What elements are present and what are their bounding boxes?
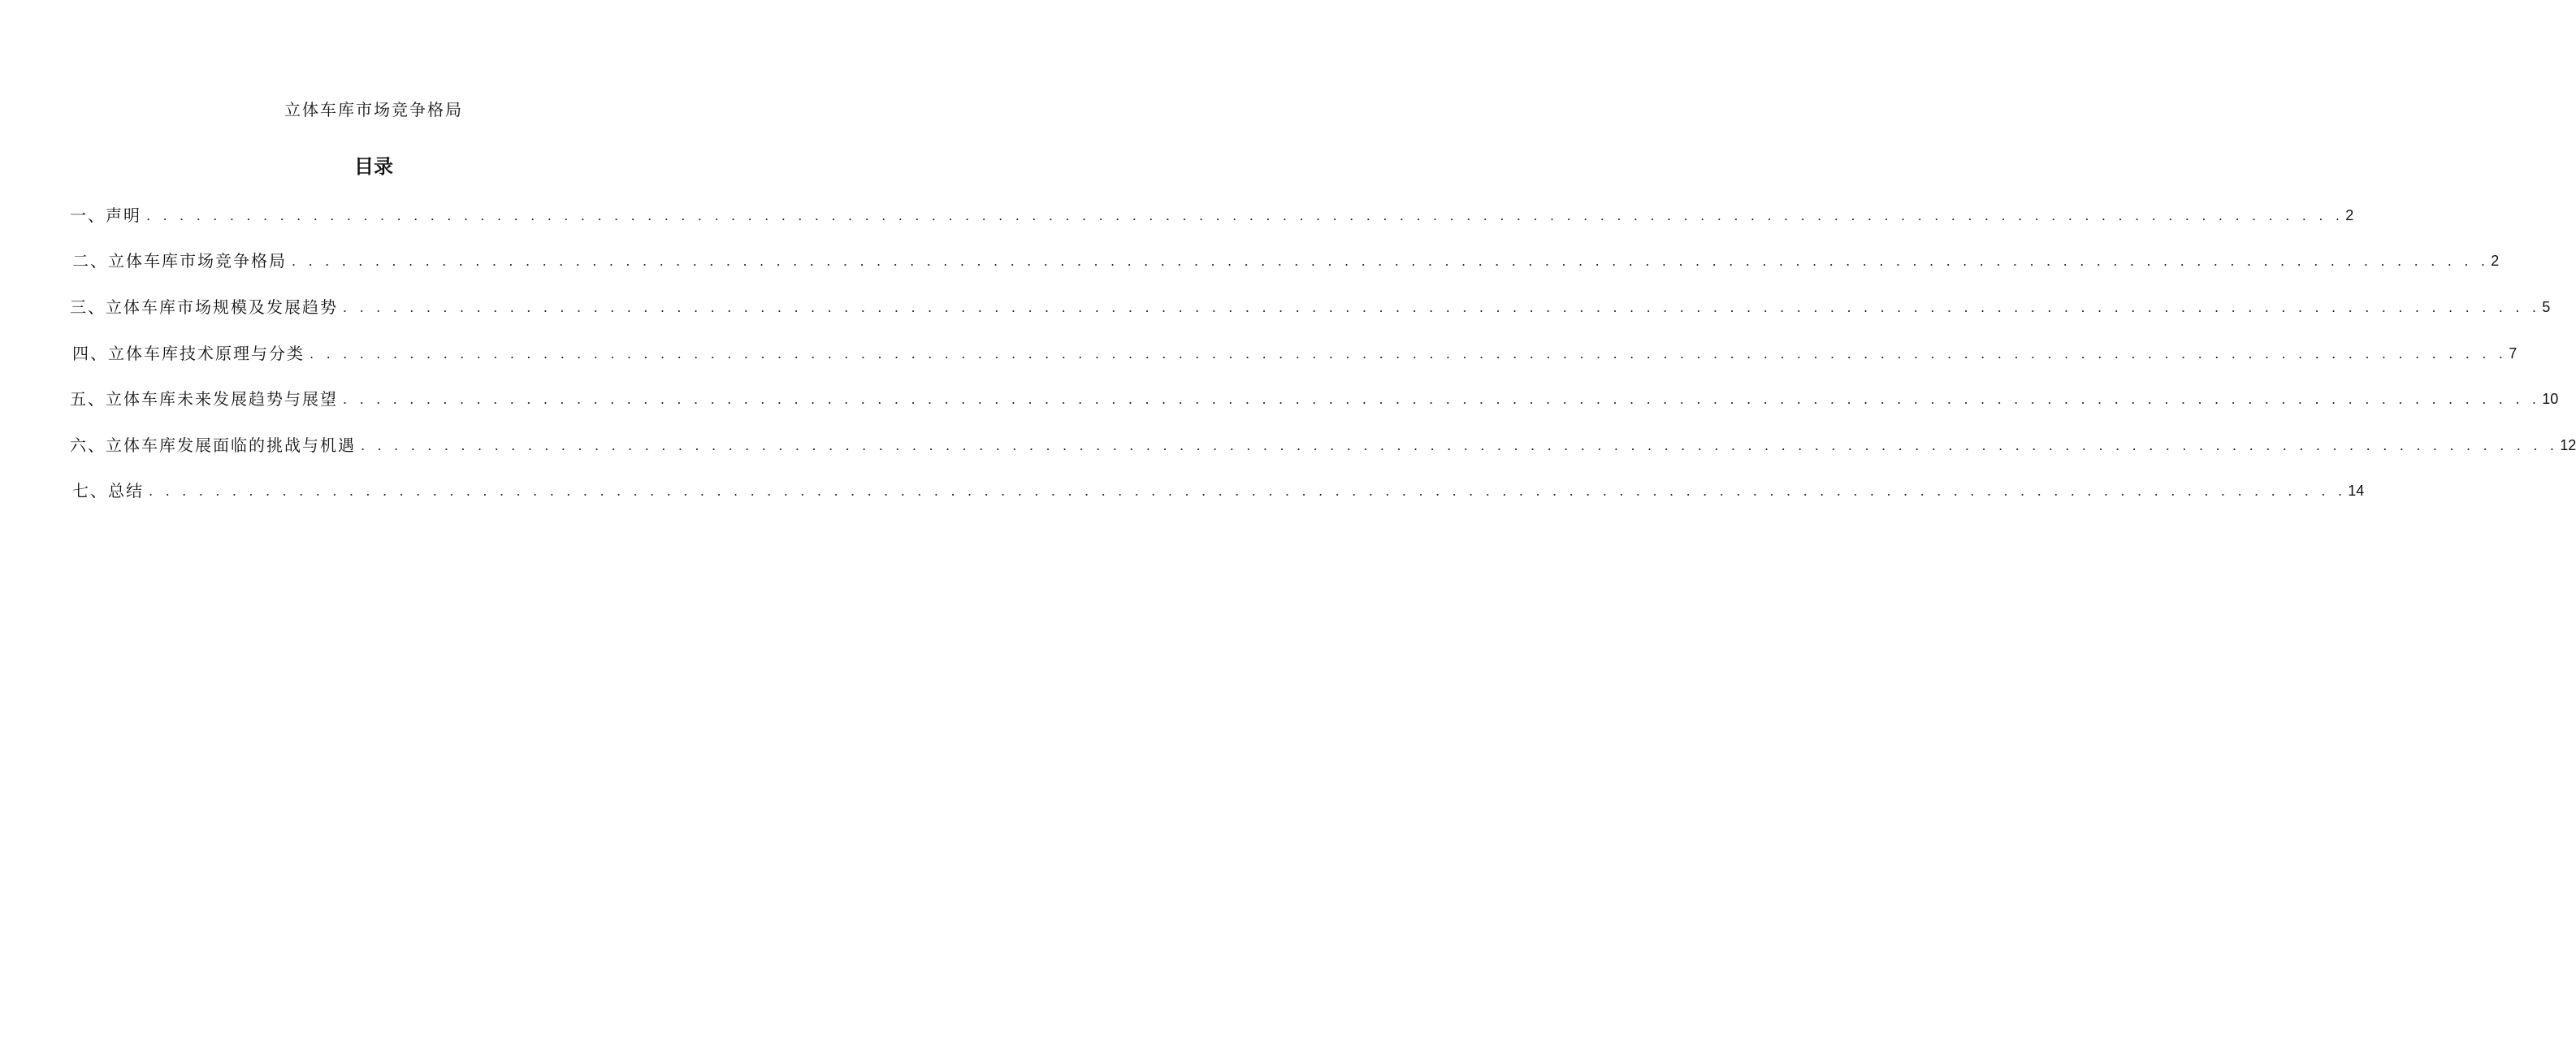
toc-leader-dots: . . . . . . . . . . . . . . . . . . . . . . . . . . . . . . . . . . . . . . . . . . . . . . . . . . . . . . . . . . . . . . . . . . . . . . . . . . . . . . . . . . . . . . . . . . . . . . . . . . . . . . . . . . . . . . . . . . . . . . . . . . . . . . . . . . . . xyxy=(292,253,2490,269)
toc-leader-dots: . . . . . . . . . . . . . . . . . . . . . . . . . . . . . . . . . . . . . . . . . . . . . . . . . . . . . . . . . . . . . . . . . . . . . . . . . . . . . . . . . . . . . . . . . . . . . . . . . . . . . . . . . . . . . . . . . . . . . . . . . . . . . . . . . . . . xyxy=(343,392,2541,407)
toc-entry-page: 7 xyxy=(2509,345,2518,362)
toc-entry-label: 六、立体车库发展面临的挑战与机遇 xyxy=(70,435,356,455)
toc-entry-6[interactable] xyxy=(70,433,2576,457)
toc-entry-page: 2 xyxy=(2491,253,2500,269)
toc-entry-label: 二、立体车库市场竞争格局 xyxy=(72,251,287,271)
toc-entry-label: 五、立体车库未来发展趋势与展望 xyxy=(70,389,338,409)
toc-entry-3[interactable] xyxy=(70,295,2551,319)
toc-leader-dots: . . . . . . . . . . . . . . . . . . . . . . . . . . . . . . . . . . . . . . . . . . . . . . . . . . . . . . . . . . . . . . . . . . . . . . . . . . . . . . . . . . . . . . . . . . . . . . . . . . . . . . . . . . . . . . . . . . . . . . . . . . . . . . . . . . . . xyxy=(146,208,2344,223)
toc-entry-2[interactable] xyxy=(72,249,2500,273)
document-title: 立体车库市场竞争格局 xyxy=(284,100,463,119)
toc-leader-dots: . . . . . . . . . . . . . . . . . . . . . . . . . . . . . . . . . . . . . . . . . . . . . . . . . . . . . . . . . . . . . . . . . . . . . . . . . . . . . . . . . . . . . . . . . . . . . . . . . . . . . . . . . . . . . . . . . . . . . . . . . . . . . . . . . . . . xyxy=(361,438,2559,453)
toc-entry-label: 三、立体车库市场规模及发展趋势 xyxy=(70,297,338,317)
toc-entry-label: 一、声明 xyxy=(70,206,141,225)
toc-entry-1[interactable] xyxy=(70,203,2354,227)
toc-entry-page: 10 xyxy=(2542,391,2559,407)
toc-entry-4[interactable] xyxy=(72,341,2518,366)
toc-entry-page: 5 xyxy=(2542,299,2551,315)
toc-entry-7[interactable] xyxy=(72,479,2365,503)
toc-entry-page: 2 xyxy=(2345,207,2354,223)
toc-entry-label: 七、总结 xyxy=(72,481,144,500)
toc-leader-dots: . . . . . . . . . . . . . . . . . . . . . . . . . . . . . . . . . . . . . . . . . . . . . . . . . . . . . . . . . . . . . . . . . . . . . . . . . . . . . . . . . . . . . . . . . . . . . . . . . . . . . . . . . . . . . . . . . . . . . . . . . . . . . . . . . . . . xyxy=(310,346,2508,362)
toc-leader-dots: . . . . . . . . . . . . . . . . . . . . . . . . . . . . . . . . . . . . . . . . . . . . . . . . . . . . . . . . . . . . . . . . . . . . . . . . . . . . . . . . . . . . . . . . . . . . . . . . . . . . . . . . . . . . . . . . . . . . . . . . . . . . . . . . . . . . xyxy=(149,483,2347,499)
toc-leader-dots: . . . . . . . . . . . . . . . . . . . . . . . . . . . . . . . . . . . . . . . . . . . . . . . . . . . . . . . . . . . . . . . . . . . . . . . . . . . . . . . . . . . . . . . . . . . . . . . . . . . . . . . . . . . . . . . . . . . . . . . . . . . . . . . . . . . . xyxy=(343,300,2541,315)
toc-entry-page: 14 xyxy=(2348,483,2365,499)
toc-entry-page: 12 xyxy=(2560,437,2576,453)
toc-entry-label: 四、立体车库技术原理与分类 xyxy=(72,344,305,363)
toc-entry-5[interactable] xyxy=(70,387,2559,411)
toc-heading: 目录 xyxy=(354,155,393,178)
